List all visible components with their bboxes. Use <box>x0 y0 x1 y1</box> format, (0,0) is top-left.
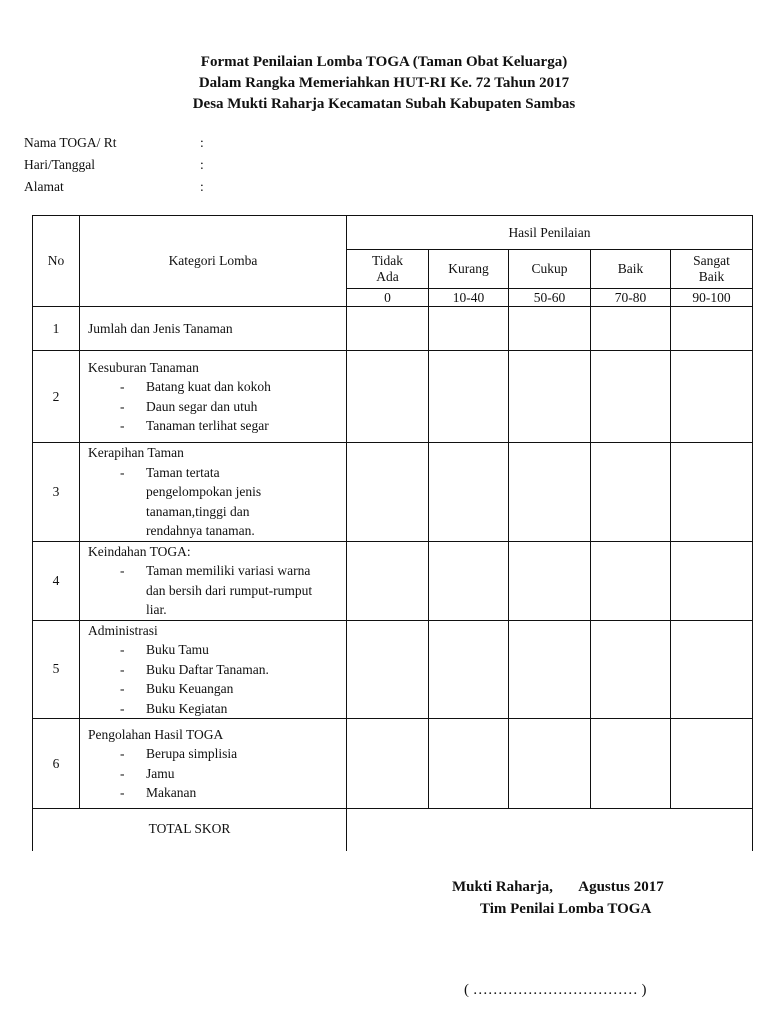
score-table <box>32 215 753 851</box>
row-number: 6 <box>33 719 80 809</box>
info-label-nama: Nama TOGA/ Rt <box>24 135 117 150</box>
list-item: - Taman tertata pengelompokan jenis tanaman,tinggi dan rendahnya tanaman. <box>118 463 296 541</box>
table-row <box>33 620 753 719</box>
info-colon: : <box>200 135 204 150</box>
category-cell <box>80 541 347 620</box>
list-item: - Tanaman terlihat segar <box>118 416 346 436</box>
score-cell[interactable] <box>347 541 429 620</box>
category-items <box>88 561 346 620</box>
score-cell[interactable] <box>509 307 591 351</box>
total-label: TOTAL SKOR <box>33 809 347 851</box>
score-cell[interactable] <box>591 443 671 542</box>
list-item: - Buku Keuangan <box>118 679 346 699</box>
score-cell[interactable] <box>509 443 591 542</box>
list-item: - Taman memiliki variasi warna dan bersih dari rumput-rumput liar. <box>118 561 321 620</box>
category-title: Kesuburan Tanaman <box>88 359 199 375</box>
document-header <box>0 52 768 115</box>
header-hasil-penilaian: Hasil Penilaian <box>347 216 753 250</box>
info-colon: : <box>200 179 204 194</box>
row-number: 4 <box>33 541 80 620</box>
grade-range-0: 0 <box>347 289 429 307</box>
info-label-tanggal: Hari/Tanggal <box>24 157 96 172</box>
category-cell <box>80 443 347 542</box>
score-cell[interactable] <box>591 351 671 443</box>
header-kategori: Kategori Lomba <box>80 216 347 307</box>
list-item: - Buku Kegiatan <box>118 699 346 719</box>
list-item: - Makanan <box>118 783 346 803</box>
score-cell[interactable] <box>429 443 509 542</box>
row-number: 1 <box>33 307 80 351</box>
category-title: Pengolahan Hasil TOGA <box>88 726 224 742</box>
grade-range-90-100: 90-100 <box>671 289 753 307</box>
grade-range-70-80: 70-80 <box>591 289 671 307</box>
grade-range-50-60: 50-60 <box>509 289 591 307</box>
row-number: 2 <box>33 351 80 443</box>
table-row <box>33 719 753 809</box>
score-cell[interactable] <box>671 443 753 542</box>
category-items <box>88 640 346 718</box>
category-title: Kerapihan Taman <box>88 445 184 460</box>
signature-block <box>452 876 664 920</box>
category-title: Administrasi <box>88 622 158 638</box>
score-cell[interactable] <box>591 541 671 620</box>
score-cell[interactable] <box>671 351 753 443</box>
category-items <box>88 744 346 803</box>
score-cell[interactable] <box>347 307 429 351</box>
info-label-alamat: Alamat <box>24 179 64 194</box>
score-cell[interactable] <box>591 620 671 719</box>
place-date: Mukti Raharja, Agustus 2017 <box>452 879 664 895</box>
score-cell[interactable] <box>671 541 753 620</box>
team-name: Tim Penilai Lomba TOGA <box>480 901 652 917</box>
score-cell[interactable] <box>591 307 671 351</box>
score-cell[interactable] <box>347 351 429 443</box>
row-number: 3 <box>33 443 80 542</box>
score-cell[interactable] <box>671 620 753 719</box>
row-number: 5 <box>33 620 80 719</box>
header-line-1: Format Penilaian Lomba TOGA (Taman Obat Keluarga) <box>200 54 568 70</box>
score-cell[interactable] <box>591 719 671 809</box>
table-row <box>33 443 753 542</box>
score-cell[interactable] <box>347 719 429 809</box>
category-cell <box>80 719 347 809</box>
table-row <box>33 351 753 443</box>
list-item: - Buku Daftar Tanaman. <box>118 660 346 680</box>
category-title: Jumlah dan Jenis Tanaman <box>88 320 233 336</box>
header-no: No <box>33 216 80 307</box>
grade-header-tidak-ada: Tidak Ada <box>347 250 429 289</box>
header-line-2: Dalam Rangka Memeriahkan HUT-RI Ke. 72 Tahun 2017 <box>198 75 570 91</box>
category-items <box>88 377 346 436</box>
category-items <box>88 463 346 541</box>
category-cell <box>80 351 347 443</box>
info-fields <box>24 133 324 199</box>
grade-header-sangat-baik: Sangat Baik <box>671 250 753 289</box>
score-cell[interactable] <box>509 541 591 620</box>
score-cell[interactable] <box>509 719 591 809</box>
list-item: - Batang kuat dan kokoh <box>118 377 346 397</box>
grade-header-cukup: Cukup <box>509 250 591 289</box>
score-cell[interactable] <box>671 719 753 809</box>
score-cell[interactable] <box>429 620 509 719</box>
header-line-3: Desa Mukti Raharja Kecamatan Subah Kabupaten Sambas <box>192 96 576 112</box>
score-cell[interactable] <box>671 307 753 351</box>
grade-header-kurang: Kurang <box>429 250 509 289</box>
score-cell[interactable] <box>509 620 591 719</box>
list-item: - Jamu <box>118 764 346 784</box>
list-item: - Daun segar dan utuh <box>118 397 346 417</box>
total-row <box>33 809 753 851</box>
score-cell[interactable] <box>429 351 509 443</box>
total-score-cell[interactable] <box>347 809 753 851</box>
list-item: - Buku Tamu <box>118 640 346 660</box>
score-cell[interactable] <box>429 307 509 351</box>
grade-range-10-40: 10-40 <box>429 289 509 307</box>
score-cell[interactable] <box>429 541 509 620</box>
score-cell[interactable] <box>347 620 429 719</box>
list-item: - Berupa simplisia <box>118 744 346 764</box>
score-cell[interactable] <box>509 351 591 443</box>
info-field-tanggal[interactable] <box>24 155 324 177</box>
info-colon: : <box>200 157 204 172</box>
table-row <box>33 541 753 620</box>
signature-line: ( …………………………… ) <box>464 982 647 998</box>
category-cell <box>80 620 347 719</box>
table-row <box>33 307 753 351</box>
info-field-nama[interactable] <box>24 133 324 155</box>
category-cell <box>80 307 347 351</box>
score-cell[interactable] <box>347 443 429 542</box>
grade-header-baik: Baik <box>591 250 671 289</box>
category-title: Keindahan TOGA: <box>88 543 191 559</box>
info-field-alamat[interactable] <box>24 177 324 199</box>
score-cell[interactable] <box>429 719 509 809</box>
